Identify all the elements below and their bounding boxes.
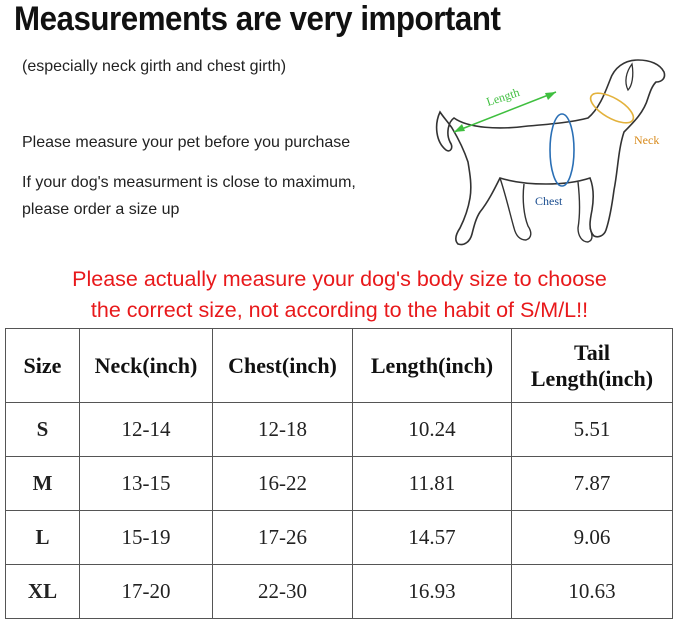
neck-ring (586, 87, 638, 128)
table-row (6, 457, 673, 511)
subtitle: (especially neck girth and chest girth) (22, 58, 287, 75)
tail-cell: 9.06 (512, 511, 673, 565)
chest-cell: 17-26 (213, 511, 353, 565)
chest-ring (550, 114, 574, 186)
chest-cell: 12-18 (213, 403, 353, 457)
neck-cell: 17-20 (80, 565, 213, 619)
header-neck: Neck(inch) (80, 329, 213, 403)
neck-cell: 12-14 (80, 403, 213, 457)
tail-cell: 5.51 (512, 403, 673, 457)
table-header-row (6, 329, 673, 403)
header-tail: Tail (574, 339, 610, 365)
page-title: Measurements are very important (14, 0, 501, 38)
warning-line-1: Please actually measure your dog's body size to choose (72, 267, 607, 291)
header-size: Size (6, 329, 80, 403)
header-chest: Chest(inch) (213, 329, 353, 403)
tail-cell: 10.63 (512, 565, 673, 619)
table-row (6, 565, 673, 619)
chest-label: Chest (535, 194, 563, 208)
size-cell: L (6, 511, 80, 565)
size-cell: M (6, 457, 80, 511)
length-cell: 11.81 (353, 457, 512, 511)
header-tail-length (512, 329, 673, 403)
header-length: Length(inch) (353, 329, 512, 403)
length-cell: 16.93 (353, 565, 512, 619)
size-cell: S (6, 403, 80, 457)
instruction-size-up: please order a size up (22, 201, 180, 218)
length-cell: 10.24 (353, 403, 512, 457)
table-row (6, 403, 673, 457)
instruction-measure: Please measure your pet before you purchase (22, 134, 351, 151)
size-cell: XL (6, 565, 80, 619)
size-chart-table (5, 328, 673, 619)
warning-line-2: the correct size, not according to the habit of S/M/L!! (90, 298, 589, 322)
dog-measurement-diagram (428, 50, 679, 262)
neck-label: Neck (634, 133, 660, 147)
neck-cell: 15-19 (80, 511, 213, 565)
instruction-maximum: If your dog's measurment is close to maximum, (22, 174, 356, 191)
chest-cell: 16-22 (213, 457, 353, 511)
header-tail-unit: Length(inch) (530, 365, 654, 391)
length-cell: 14.57 (353, 511, 512, 565)
length-label: Length (484, 85, 522, 109)
neck-cell: 13-15 (80, 457, 213, 511)
table-row (6, 511, 673, 565)
tail-cell: 7.87 (512, 457, 673, 511)
chest-cell: 22-30 (213, 565, 353, 619)
